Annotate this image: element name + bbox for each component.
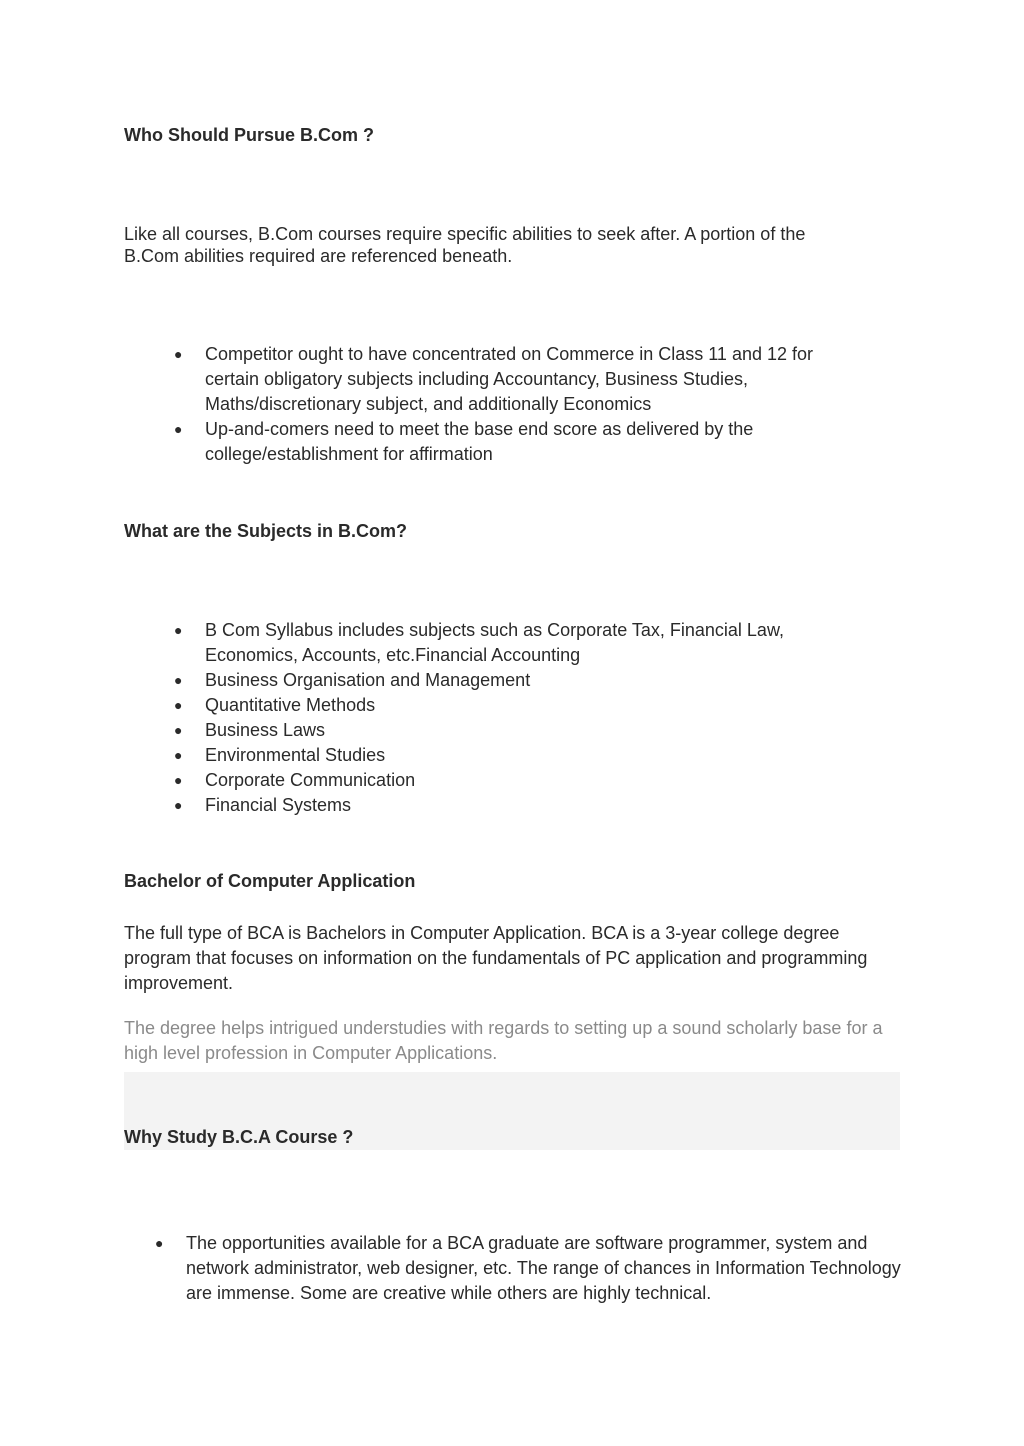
bullet-icon: ● xyxy=(174,747,183,763)
list-item-text: Corporate Communication xyxy=(205,770,416,790)
heading-bca: Bachelor of Computer Application xyxy=(124,871,416,891)
bullet-icon: ● xyxy=(174,697,183,713)
heading-who-should-pursue-bcom: Who Should Pursue B.Com ? xyxy=(124,125,374,145)
heading-why-study-bca: Why Study B.C.A Course ? xyxy=(124,1127,354,1147)
list-item xyxy=(174,693,834,718)
paragraph-bcom-intro: Like all courses, B.Com courses require specific abilities to seek after. A portion of the B.Com abilities required are referenced beneath. xyxy=(124,224,806,266)
heading-subjects-bcom: What are the Subjects in B.Com? xyxy=(124,521,408,541)
list-item xyxy=(155,1231,905,1306)
list-item-text: Quantitative Methods xyxy=(205,695,376,715)
list-item-text: Up-and-comers need to meet the base end score as delivered by the college/establishment for affirmation xyxy=(205,419,754,464)
list-item xyxy=(174,417,864,467)
bullet-icon: ● xyxy=(174,421,183,437)
list-item-text: The opportunities available for a BCA graduate are software programmer, system and network administrator, web designer, etc. The range of chances in Information Technology are immense. Some are creative while others are highly technical. xyxy=(186,1233,901,1303)
bullet-icon: ● xyxy=(174,346,183,362)
list-item-text: Competitor ought to have concentrated on Commerce in Class 11 and 12 for certain obligatory subjects including Accountancy, Business Studies, Maths/discretionary subject, and additionally Economics xyxy=(205,344,814,414)
bullet-icon: ● xyxy=(155,1235,164,1251)
list-item xyxy=(174,768,834,793)
list-item xyxy=(174,618,834,668)
list-item xyxy=(174,718,834,743)
list-item xyxy=(174,668,834,693)
list-item xyxy=(174,793,834,818)
list-bca-reasons xyxy=(155,1231,905,1306)
list-bcom-eligibility xyxy=(174,342,864,467)
list-item-text: Environmental Studies xyxy=(205,745,386,765)
list-item-text: Business Laws xyxy=(205,720,326,740)
bullet-icon: ● xyxy=(174,772,183,788)
paragraph-bca-intro: The full type of BCA is Bachelors in Computer Application. BCA is a 3-year college degree program that focuses on information on the fundamentals of PC application and programming improvement. xyxy=(124,923,868,993)
list-bcom-subjects xyxy=(174,618,834,818)
bullet-icon: ● xyxy=(174,622,183,638)
paragraph-bca-degree: The degree helps intrigued understudies with regards to setting up a sound scholarly base for a high level profession in Computer Applications. xyxy=(124,1018,883,1063)
bullet-icon: ● xyxy=(174,722,183,738)
list-item-text: Financial Systems xyxy=(205,795,352,815)
list-item xyxy=(174,743,834,768)
bullet-icon: ● xyxy=(174,797,183,813)
list-item xyxy=(174,342,864,417)
list-item-text: Business Organisation and Management xyxy=(205,670,531,690)
bullet-icon: ● xyxy=(174,672,183,688)
list-item-text: B Com Syllabus includes subjects such as Corporate Tax, Financial Law, Economics, Accounts, etc.Financial Accounting xyxy=(205,620,784,665)
